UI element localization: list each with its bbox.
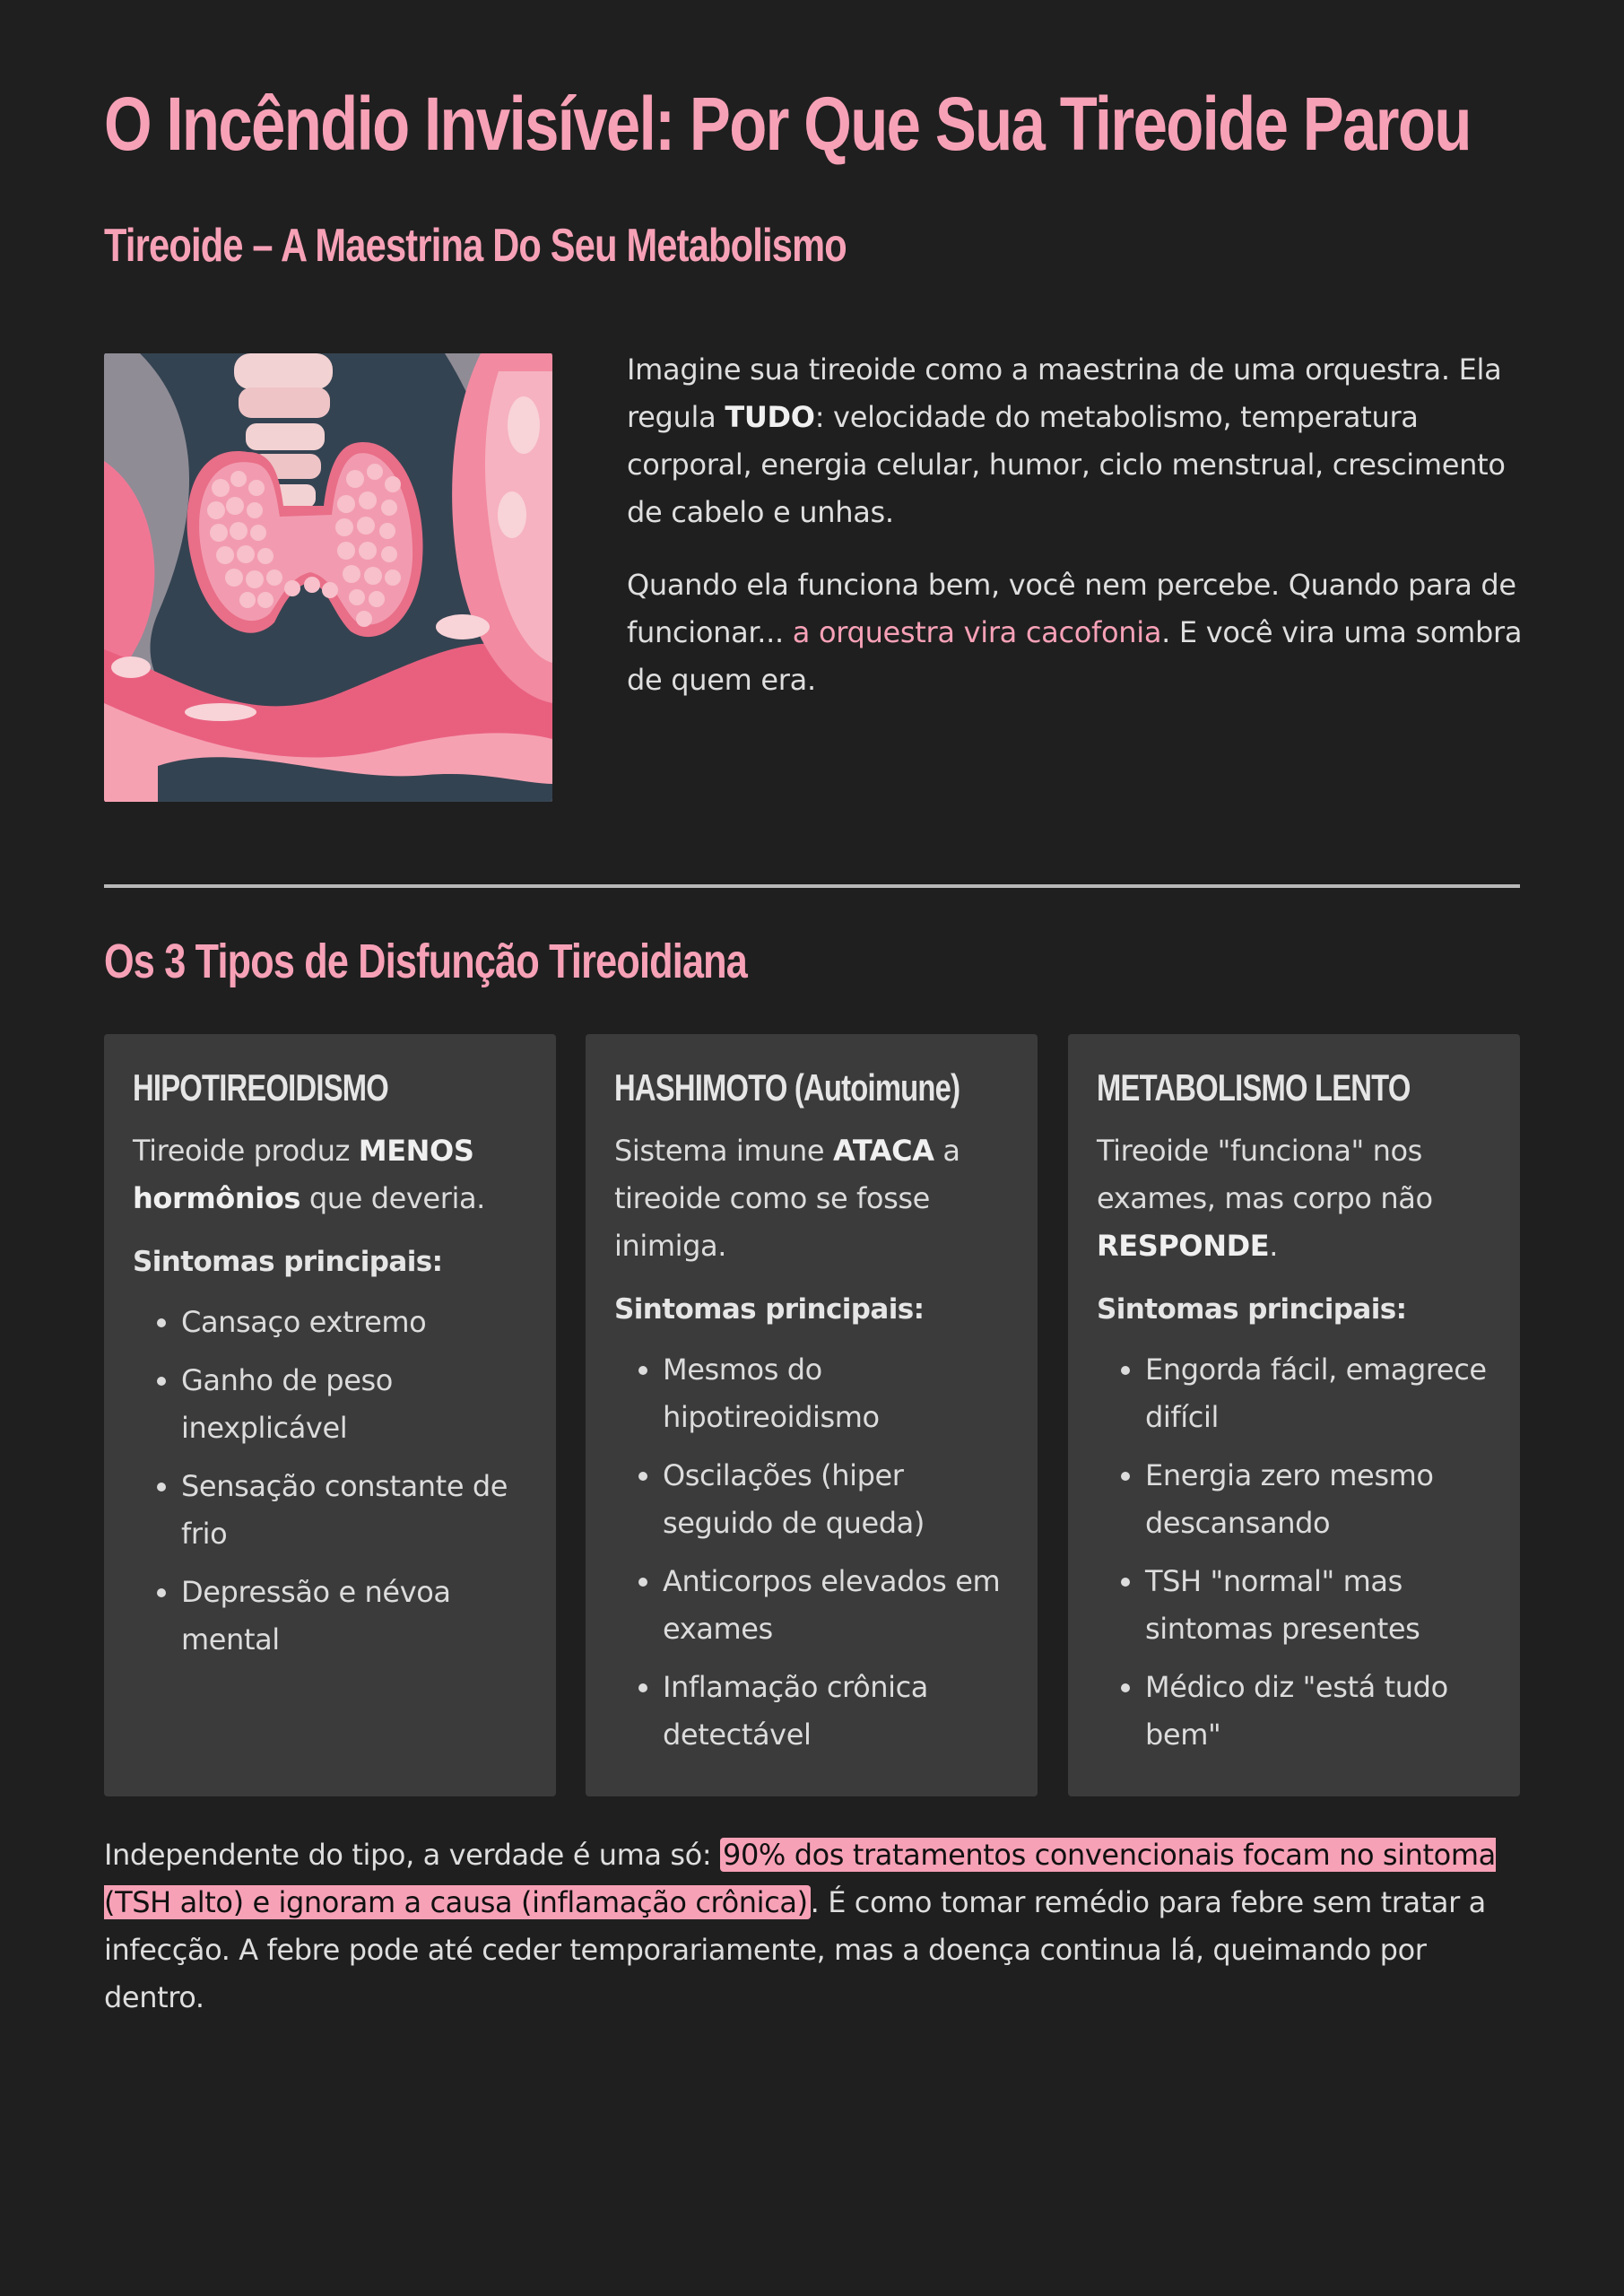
list-item: • Cansaço extremo bbox=[181, 1299, 527, 1346]
card-description: Tireoide produz MENOS hormônios que deveria. bbox=[133, 1134, 485, 1215]
list-item: • Engorda fácil, emagrece difícil bbox=[1145, 1346, 1491, 1441]
card-title: HIPOTIREOIDISMO bbox=[133, 1066, 388, 1109]
list-item: • Energia zero mesmo descansando bbox=[1145, 1452, 1491, 1547]
section-title: Os 3 Tipos de Disfunção Tireoidiana bbox=[104, 935, 747, 988]
intro-text bbox=[627, 346, 1524, 729]
list-item: • Mesmos do hipotireoidismo bbox=[663, 1346, 1009, 1441]
card-hipotireoidismo bbox=[104, 1034, 556, 1796]
accent-phrase: a orquestra vira cacofonia bbox=[792, 615, 1162, 649]
intro-paragraph-2: Quando ela funciona bem, você nem percebe. Quando para de funcionar... a orquestra vira cacofonia. E você vira uma sombra de quem era. bbox=[627, 568, 1523, 697]
symptoms-label: Sintomas principais: bbox=[133, 1246, 443, 1278]
closing-text bbox=[104, 1831, 1520, 2022]
section-divider bbox=[104, 884, 1520, 888]
closing-paragraph: Independente do tipo, a verdade é uma só: 90% dos tratamentos convencionais focam no sintoma (TSH alto) e ignoram a causa (inflamação crônica). É como tomar remédio para febre sem tratar a infecção. A febre pode até ceder temporariamente, mas a doença continua lá, queimando por dentro. bbox=[104, 1838, 1496, 2014]
card-metabolismo-lento bbox=[1068, 1034, 1520, 1796]
thyroid-illustration-icon bbox=[104, 352, 552, 803]
symptoms-label: Sintomas principais: bbox=[614, 1293, 925, 1326]
page-subtitle: Tireoide – A Maestrina Do Seu Metabolismo bbox=[104, 220, 847, 272]
symptoms-label: Sintomas principais: bbox=[1097, 1293, 1407, 1326]
list-item: • Inflamação crônica detectável bbox=[663, 1664, 1009, 1759]
card-hashimoto bbox=[586, 1034, 1038, 1796]
list-item: • Depressão e névoa mental bbox=[181, 1569, 527, 1664]
list-item: • Ganho de peso inexplicável bbox=[181, 1357, 527, 1452]
symptoms-list bbox=[1097, 1346, 1491, 1759]
list-item: • Oscilações (hiper seguido de queda) bbox=[663, 1452, 1009, 1547]
list-item: • Médico diz "está tudo bem" bbox=[1145, 1664, 1491, 1759]
card-description: Sistema imune ATACA a tireoide como se fosse inimiga. bbox=[614, 1134, 960, 1263]
symptoms-list bbox=[614, 1346, 1009, 1759]
page-title: O Incêndio Invisível: Por Que Sua Tireoide Parou bbox=[104, 82, 1471, 166]
dysfunction-cards bbox=[104, 1034, 1520, 1796]
card-title: METABOLISMO LENTO bbox=[1097, 1066, 1411, 1109]
highlighted-phrase: 90% dos tratamentos convencionais focam no sintoma (TSH alto) e ignoram a causa (inflamação crônica) bbox=[104, 1838, 1496, 1919]
list-item: • Sensação constante de frio bbox=[181, 1463, 527, 1558]
symptoms-list bbox=[133, 1299, 527, 1664]
card-description: Tireoide "funciona" nos exames, mas corpo não RESPONDE. bbox=[1097, 1134, 1433, 1263]
intro-paragraph-1: Imagine sua tireoide como a maestrina de uma orquestra. Ela regula TUDO: velocidade do metabolismo, temperatura corporal, energia celular, humor, ciclo menstrual, crescimento de cabelo e unhas. bbox=[627, 352, 1506, 529]
list-item: • Anticorpos elevados em exames bbox=[663, 1558, 1009, 1653]
card-title: HASHIMOTO (Autoimune) bbox=[614, 1066, 960, 1109]
list-item: • TSH "normal" mas sintomas presentes bbox=[1145, 1558, 1491, 1653]
